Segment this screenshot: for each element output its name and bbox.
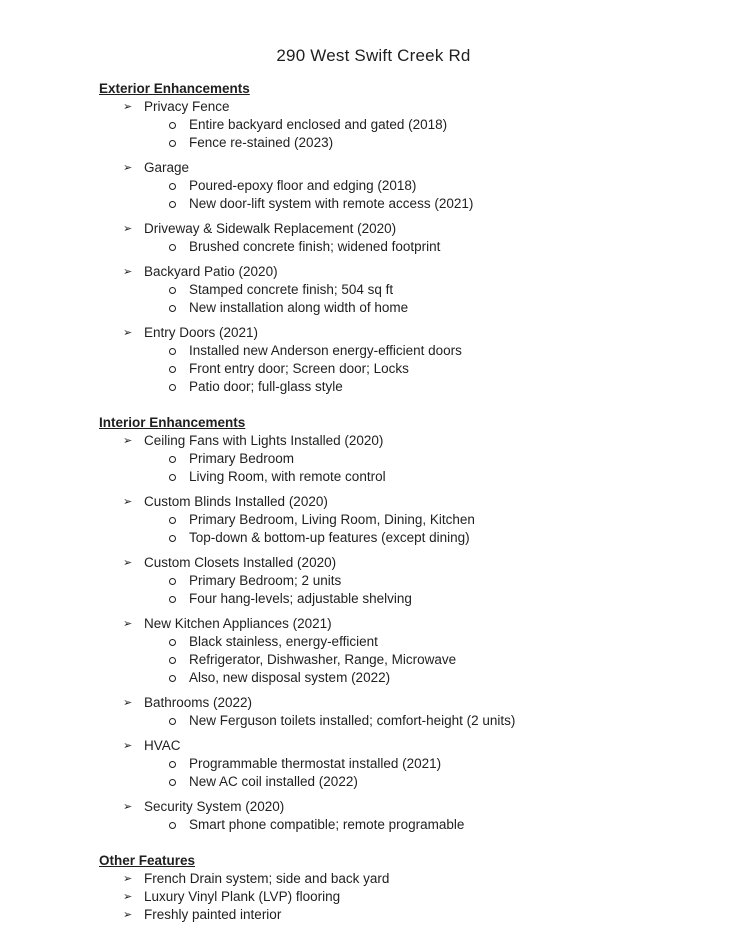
circle-bullet-icon <box>168 116 189 134</box>
sub-item-label: Fence re-stained (2023) <box>189 135 334 150</box>
list-item <box>99 493 707 511</box>
list-item <box>99 159 707 177</box>
list-item <box>99 324 707 342</box>
sub-list-item <box>99 360 707 378</box>
list-item-label: Garage <box>144 160 190 175</box>
sub-item-label: New Ferguson toilets installed; comfort-height (2 units) <box>189 713 516 728</box>
sub-item-label: Front entry door; Screen door; Locks <box>189 361 409 376</box>
list-group <box>99 220 707 256</box>
arrow-bullet-icon: ➢ <box>123 801 133 813</box>
section-heading: Other Features <box>99 853 196 868</box>
list-group <box>99 737 707 791</box>
circle-bullet-icon <box>168 177 189 195</box>
arrow-bullet-icon: ➢ <box>123 557 133 569</box>
list-group <box>99 615 707 687</box>
arrow-bullet-icon: ➢ <box>123 496 133 508</box>
list-group <box>99 888 707 906</box>
sub-item-label: Poured-epoxy floor and edging (2018) <box>189 178 417 193</box>
sub-item-label: Entire backyard enclosed and gated (2018) <box>189 117 448 132</box>
list-item <box>99 737 707 755</box>
sub-list-item <box>99 378 707 396</box>
list-group <box>99 870 707 888</box>
list-item <box>99 220 707 238</box>
circle-bullet-icon <box>168 468 189 486</box>
section-heading: Exterior Enhancements <box>99 81 250 96</box>
sub-list-item <box>99 116 707 134</box>
arrow-bullet-icon: ➢ <box>123 162 133 174</box>
arrow-bullet-icon: ➢ <box>123 891 133 903</box>
arrow-bullet-icon: ➢ <box>123 223 133 235</box>
arrow-bullet-icon: ➢ <box>123 909 133 921</box>
list-item <box>99 263 707 281</box>
circle-bullet-icon <box>168 238 189 256</box>
list-item <box>99 798 707 816</box>
arrow-bullet-icon: ➢ <box>123 740 133 752</box>
circle-bullet-icon <box>168 669 189 687</box>
sub-list-item <box>99 450 707 468</box>
sub-item-label: Brushed concrete finish; widened footprint <box>189 239 441 254</box>
list-item-label: HVAC <box>144 738 181 753</box>
circle-bullet-icon <box>168 450 189 468</box>
list-group <box>99 324 707 396</box>
sub-list-item <box>99 633 707 651</box>
list-item-label: Luxury Vinyl Plank (LVP) flooring <box>144 889 341 904</box>
arrow-bullet-icon: ➢ <box>123 697 133 709</box>
list-item <box>99 98 707 116</box>
circle-bullet-icon <box>168 299 189 317</box>
list-item-label: Ceiling Fans with Lights Installed (2020) <box>144 433 384 448</box>
list-item-label: Backyard Patio (2020) <box>144 264 278 279</box>
sub-item-label: Installed new Anderson energy-efficient doors <box>189 343 462 358</box>
sub-list-item <box>99 712 707 730</box>
sub-list-item <box>99 238 707 256</box>
list-group <box>99 798 707 834</box>
circle-bullet-icon <box>168 511 189 529</box>
section <box>99 414 707 834</box>
list-item <box>99 554 707 572</box>
list-item-label: Freshly painted interior <box>144 907 282 922</box>
sub-list-item <box>99 195 707 213</box>
circle-bullet-icon <box>168 134 189 152</box>
list-item-label: Privacy Fence <box>144 99 230 114</box>
list-item <box>99 906 707 924</box>
circle-bullet-icon <box>168 360 189 378</box>
sub-item-label: Stamped concrete finish; 504 sq ft <box>189 282 394 297</box>
list-item-label: Custom Blinds Installed (2020) <box>144 494 328 509</box>
list-item-label: Custom Closets Installed (2020) <box>144 555 337 570</box>
list-group <box>99 159 707 213</box>
sub-item-label: Primary Bedroom, Living Room, Dining, Kitchen <box>189 512 475 527</box>
sub-list-item <box>99 342 707 360</box>
sub-list-item <box>99 299 707 317</box>
circle-bullet-icon <box>168 651 189 669</box>
list-item-label: Security System (2020) <box>144 799 285 814</box>
arrow-bullet-icon: ➢ <box>123 327 133 339</box>
list-group <box>99 493 707 547</box>
circle-bullet-icon <box>168 773 189 791</box>
sub-item-label: New AC coil installed (2022) <box>189 774 358 789</box>
sub-list-item <box>99 773 707 791</box>
circle-bullet-icon <box>168 342 189 360</box>
sub-list-item <box>99 281 707 299</box>
list-item <box>99 870 707 888</box>
list-item-label: Entry Doors (2021) <box>144 325 259 340</box>
arrow-bullet-icon: ➢ <box>123 101 133 113</box>
sub-list-item <box>99 511 707 529</box>
circle-bullet-icon <box>168 529 189 547</box>
list-item <box>99 432 707 450</box>
sub-item-label: Primary Bedroom <box>189 451 295 466</box>
section-heading: Interior Enhancements <box>99 415 246 430</box>
list-group <box>99 98 707 152</box>
sub-item-label: Patio door; full-glass style <box>189 379 343 394</box>
section <box>99 852 707 924</box>
list-group <box>99 432 707 486</box>
arrow-bullet-icon: ➢ <box>123 618 133 630</box>
sub-item-label: Primary Bedroom; 2 units <box>189 573 342 588</box>
list-group <box>99 694 707 730</box>
list-group <box>99 906 707 924</box>
circle-bullet-icon <box>168 755 189 773</box>
document-body <box>99 80 707 924</box>
sub-item-label: Black stainless, energy-efficient <box>189 634 378 649</box>
list-item-label: French Drain system; side and back yard <box>144 871 390 886</box>
list-group <box>99 263 707 317</box>
sub-list-item <box>99 468 707 486</box>
sub-list-item <box>99 651 707 669</box>
list-item <box>99 615 707 633</box>
list-group <box>99 554 707 608</box>
list-item <box>99 888 707 906</box>
sub-list-item <box>99 572 707 590</box>
circle-bullet-icon <box>168 712 189 730</box>
circle-bullet-icon <box>168 633 189 651</box>
sub-list-item <box>99 755 707 773</box>
list-item-label: New Kitchen Appliances (2021) <box>144 616 332 631</box>
section <box>99 80 707 396</box>
sub-list-item <box>99 177 707 195</box>
circle-bullet-icon <box>168 816 189 834</box>
sub-item-label: Also, new disposal system (2022) <box>189 670 391 685</box>
circle-bullet-icon <box>168 590 189 608</box>
sub-list-item <box>99 590 707 608</box>
sub-item-label: Living Room, with remote control <box>189 469 386 484</box>
arrow-bullet-icon: ➢ <box>123 266 133 278</box>
list-item <box>99 694 707 712</box>
sub-list-item <box>99 816 707 834</box>
list-item-label: Driveway & Sidewalk Replacement (2020) <box>144 221 397 236</box>
circle-bullet-icon <box>168 378 189 396</box>
circle-bullet-icon <box>168 195 189 213</box>
sub-list-item <box>99 669 707 687</box>
sub-item-label: New door-lift system with remote access (2021) <box>189 196 474 211</box>
sub-list-item <box>99 134 707 152</box>
sub-item-label: Four hang-levels; adjustable shelving <box>189 591 412 606</box>
sub-item-label: Programmable thermostat installed (2021) <box>189 756 442 771</box>
arrow-bullet-icon: ➢ <box>123 435 133 447</box>
arrow-bullet-icon: ➢ <box>123 873 133 885</box>
sub-item-label: Smart phone compatible; remote programable <box>189 817 465 832</box>
circle-bullet-icon <box>168 572 189 590</box>
document-title: 290 West Swift Creek Rd <box>276 46 471 65</box>
circle-bullet-icon <box>168 281 189 299</box>
sub-item-label: Top-down & bottom-up features (except dining) <box>189 530 470 545</box>
sub-list-item <box>99 529 707 547</box>
sub-item-label: Refrigerator, Dishwasher, Range, Microwave <box>189 652 457 667</box>
list-item-label: Bathrooms (2022) <box>144 695 253 710</box>
sub-item-label: New installation along width of home <box>189 300 409 315</box>
